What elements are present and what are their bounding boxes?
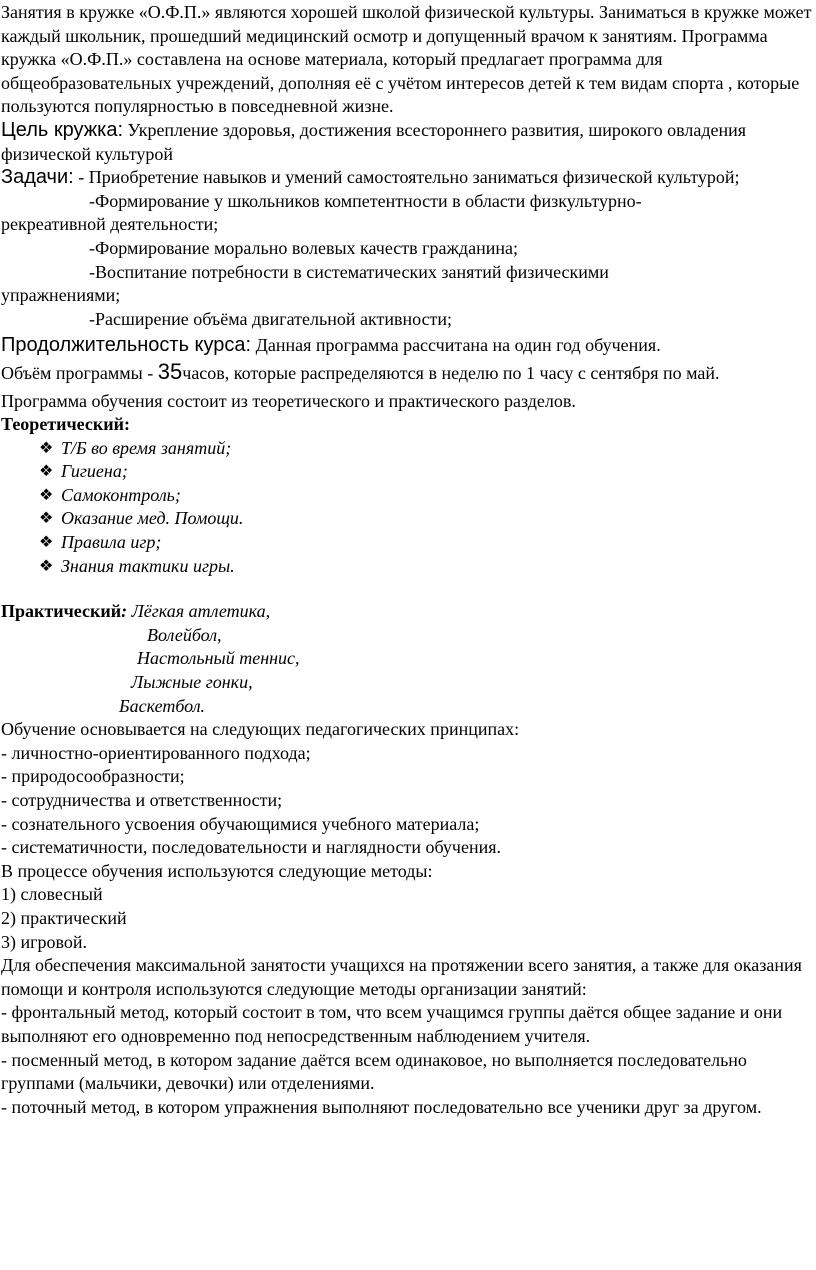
list-item: ❖ Знания тактики игры. <box>1 555 815 579</box>
diamond-bullet-icon: ❖ <box>39 534 54 552</box>
sport-item: Настольный теннис, <box>137 648 300 669</box>
sport-item: Лыжные гонки, <box>131 672 253 693</box>
document-page <box>1 1 815 1119</box>
list-item: ❖ Т/Б во время занятий; <box>1 437 815 461</box>
structure-paragraph: Программа обучения состоит из теоретического и практического разделов. <box>1 390 576 411</box>
list-item: - личностно-ориентированного подхода; <box>1 742 311 763</box>
task-item: - Приобретение навыков и умений самостоятельно заниматься физической культурой; <box>73 167 740 188</box>
goal-text: Укрепление здоровья, достижения всестороннего развития, широкого овладения физической культурой <box>1 119 747 164</box>
list-item: - фронтальный метод, который состоит в том, что всем учащимся группы даётся общее задание и они выполняют его одновременно под непосредственным наблюдением учителя. <box>1 1002 783 1046</box>
principles-intro: Обучение основывается на следующих педагогических принципах: <box>1 719 520 740</box>
tasks-label: Задачи: <box>1 166 74 189</box>
duration-text: Данная программа рассчитана на один год обучения. <box>251 335 661 356</box>
diamond-bullet-icon: ❖ <box>39 510 54 528</box>
theory-title: Теоретический: <box>1 414 130 435</box>
sport-item: Лёгкая атлетика, <box>127 601 271 622</box>
duration-paragraph <box>1 334 815 358</box>
task-item: -Формирование морально волевых качеств гражданина; <box>89 237 518 258</box>
list-item: ❖ Правила игр; <box>1 531 815 555</box>
practice-title: Практический <box>1 601 122 622</box>
volume-hours: 35 <box>157 358 183 384</box>
goal-label: Цель кружка: <box>1 118 124 141</box>
diamond-bullet-icon: ❖ <box>39 463 54 481</box>
task-item: -Расширение объёма двигательной активности; <box>89 308 453 329</box>
volume-paragraph: Объём программы - 35часов, которые распределяются в неделю по 1 часу с сентября по май. <box>1 358 720 384</box>
organization-intro: Для обеспечения максимальной занятости учащихся на протяжении всего занятия, а также для оказания помощи и контроля используются следующие методы организации занятий: <box>1 955 802 999</box>
list-item: 2) практический <box>1 907 127 928</box>
theory-list <box>1 437 815 579</box>
list-item: - сотрудничества и ответственности; <box>1 790 283 810</box>
diamond-bullet-icon: ❖ <box>39 486 54 504</box>
list-item: - поточный метод, в котором упражнения выполняют последовательно все ученики друг за другом. <box>1 1096 762 1117</box>
list-item: ❖ Оказание мед. Помощи. <box>1 507 815 531</box>
list-item: ❖ Гигиена; <box>1 460 815 484</box>
list-item: 3) игровой. <box>1 931 88 952</box>
diamond-bullet-icon: ❖ <box>39 557 54 575</box>
list-item: - систематичности, последовательности и наглядности обучения. <box>1 837 502 858</box>
practice-paragraph: Практический: Лёгкая атлетика, <box>1 601 271 622</box>
task-item: -Формирование у школьников компетентности в области физкультурно- рекреативной деятельности; <box>1 190 642 235</box>
list-item: - сознательного усвоения обучающимися учебного материала; <box>1 813 480 834</box>
task-item: -Воспитание потребности в систематических занятий физическими упражнениями; <box>1 261 609 306</box>
list-item: 1) словесный <box>1 884 103 905</box>
goal-paragraph <box>1 119 815 166</box>
diamond-bullet-icon: ❖ <box>39 439 54 457</box>
methods-intro: В процессе обучения используются следующие методы: <box>1 860 433 881</box>
intro-paragraph: Занятия в кружке «О.Ф.П.» являются хорошей школой физической культуры. Заниматься в кружке может каждый школьник, прошедший медицинский осмотр и допущенный врачом к занятиям. Программа кружка «О.Ф.П.» составлена на основе материала, который предлагает программа для общеобразовательных учреждений, дополняя её с учётом интересов детей к тем видам спорта , которые пользуются популярностью в повседневной жизне. <box>1 2 812 117</box>
list-item: - посменный метод, в котором задание даётся всем одинаковое, но выполняется последовательно группами (мальчики, девочки) или отделениями. <box>1 1049 747 1094</box>
list-item: - природосообразности; <box>1 766 185 787</box>
sport-item: Волейбол, <box>147 624 222 645</box>
list-item: ❖ Самоконтроль; <box>1 484 815 508</box>
duration-label: Продолжительность курса: <box>1 334 252 357</box>
tasks-paragraph <box>1 166 815 190</box>
sport-item: Баскетбол. <box>119 695 206 716</box>
